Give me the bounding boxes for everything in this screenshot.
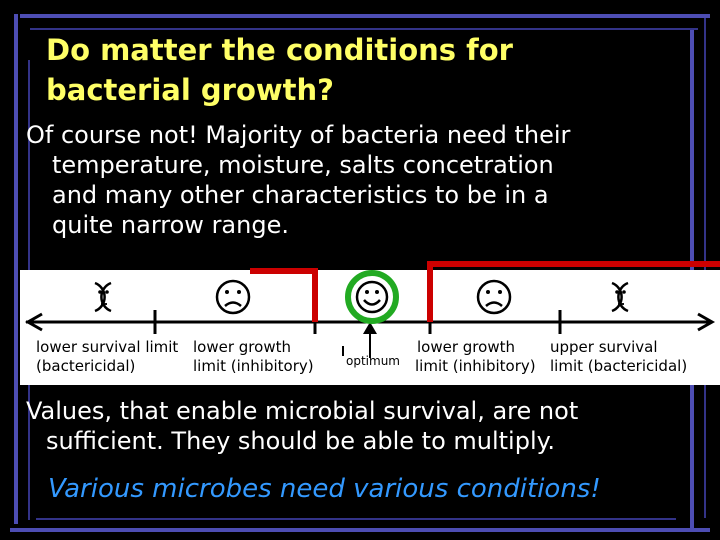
label-lower-growth-left: lower growth limit (inhibitory) (193, 338, 314, 375)
conclusion-line-1: Values, that enable microbial survival, are not (26, 397, 579, 425)
label-optimum: optimum (346, 354, 400, 368)
title-line-1: Do matter the conditions for (46, 33, 513, 67)
conclusion-line-2: sufficient. They should be able to multiply. (46, 427, 556, 455)
face-icon (217, 281, 249, 313)
label-lower-growth-right: lower growth limit (inhibitory) (415, 338, 536, 375)
conclusion-paragraph (26, 396, 578, 456)
label-lower-survival: lower survival limit (bactericidal) (36, 338, 179, 375)
intro-line-1: Of course not! Majority of bacteria need their (26, 121, 571, 149)
face-icon (478, 281, 510, 313)
face-icon (612, 283, 628, 311)
barrier-right (430, 264, 720, 322)
barrier-left (250, 271, 315, 322)
intro-line-3: and many other characteristics to be in a (52, 181, 549, 209)
face-icon (357, 282, 387, 312)
title-line-2: bacterial growth? (46, 73, 335, 107)
intro-line-2: temperature, moisture, salts concetration (52, 151, 554, 179)
label-upper-survival: upper survival limit (bactericidal) (550, 338, 688, 375)
face-icon (95, 283, 111, 311)
intro-line-4: quite narrow range. (52, 211, 289, 239)
optimum-highlight-ring (348, 273, 396, 321)
emphasis-text: Various microbes need various conditions! (48, 474, 601, 504)
